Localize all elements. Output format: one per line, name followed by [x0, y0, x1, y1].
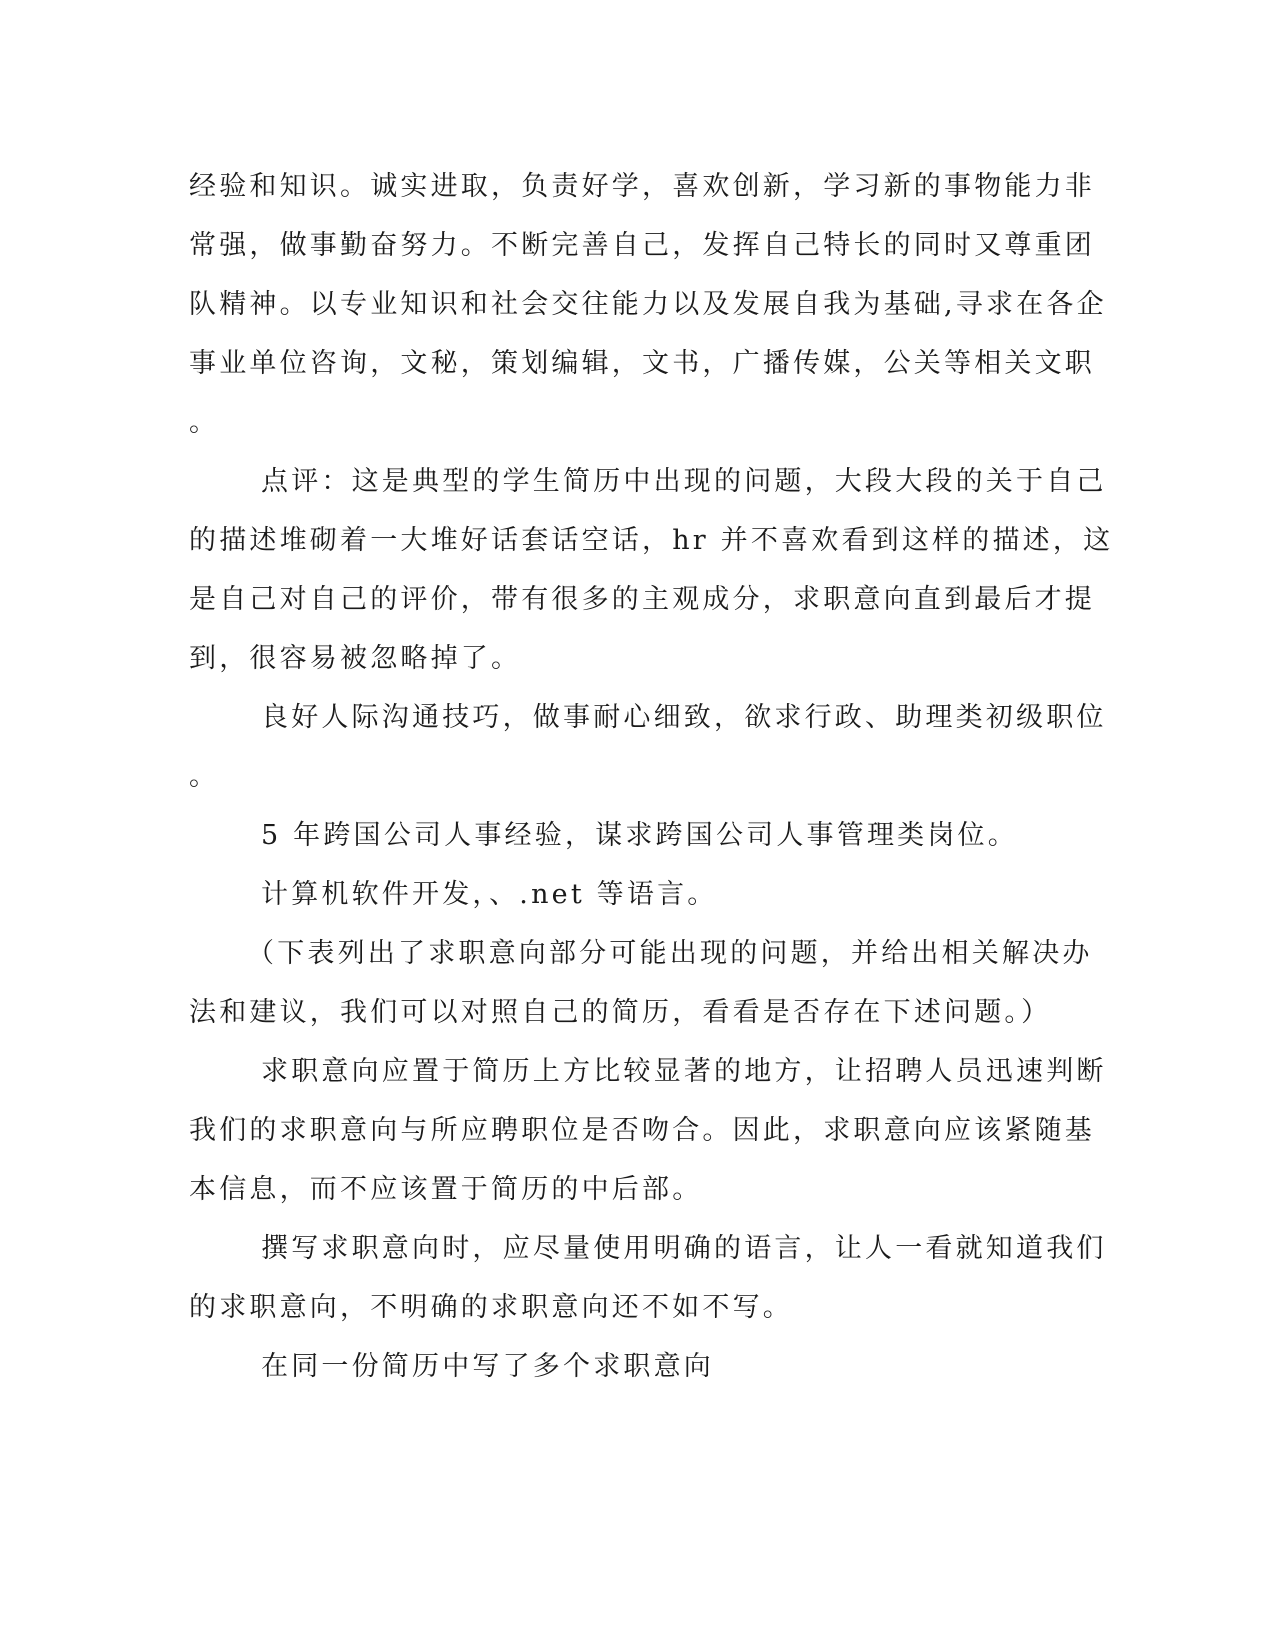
text-line: 计算机软件开发，、.net 等语言。 [261, 879, 718, 910]
text-line: 常强，做事勤奋努力。不断完善自己，发挥自己特长的同时又尊重团 [189, 230, 1095, 261]
text-line: 本信息，而不应该置于简历的中后部。 [189, 1174, 703, 1205]
body-text [189, 157, 1114, 1396]
text-line: 点评：这是典型的学生简历中出现的问题，大段大段的关于自己 [261, 466, 1107, 497]
text-line: 是自己对自己的评价，带有很多的主观成分，求职意向直到最后才提 [189, 584, 1095, 615]
text-line: （下表列出了求职意向部分可能出现的问题，并给出相关解决办 [247, 938, 1093, 969]
text-line: 事业单位咨询，文秘，策划编辑，文书，广播传媒，公关等相关文职 [189, 348, 1095, 379]
text-line: 我们的求职意向与所应聘职位是否吻合。因此，求职意向应该紧随基 [189, 1115, 1095, 1146]
text-line: 。 [189, 407, 220, 438]
text-line: 队精神。以专业知识和社会交往能力以及发展自我为基础,寻求在各企 [189, 289, 1107, 320]
text-line: 。 [189, 761, 220, 792]
text-line: 5 年跨国公司人事经验，谋求跨国公司人事管理类岗位。 [261, 820, 1018, 851]
text-line: 的求职意向，不明确的求职意向还不如不写。 [189, 1292, 793, 1323]
text-line: 到，很容易被忽略掉了。 [189, 643, 522, 674]
text-line: 在同一份简历中写了多个求职意向 [261, 1351, 714, 1382]
text-line: 的描述堆砌着一大堆好话套话空话，hr 并不喜欢看到这样的描述，这 [189, 525, 1114, 556]
text-line: 撰写求职意向时，应尽量使用明确的语言，让人一看就知道我们 [261, 1233, 1107, 1264]
text-line: 良好人际沟通技巧，做事耐心细致，欲求行政、助理类初级职位 [261, 702, 1107, 733]
text-line: 求职意向应置于简历上方比较显著的地方，让招聘人员迅速判断 [261, 1056, 1107, 1087]
text-line: 经验和知识。诚实进取，负责好学，喜欢创新，学习新的事物能力非 [189, 171, 1095, 202]
text-line: 法和建议，我们可以对照自己的简历，看看是否存在下述问题。） [189, 997, 1052, 1028]
